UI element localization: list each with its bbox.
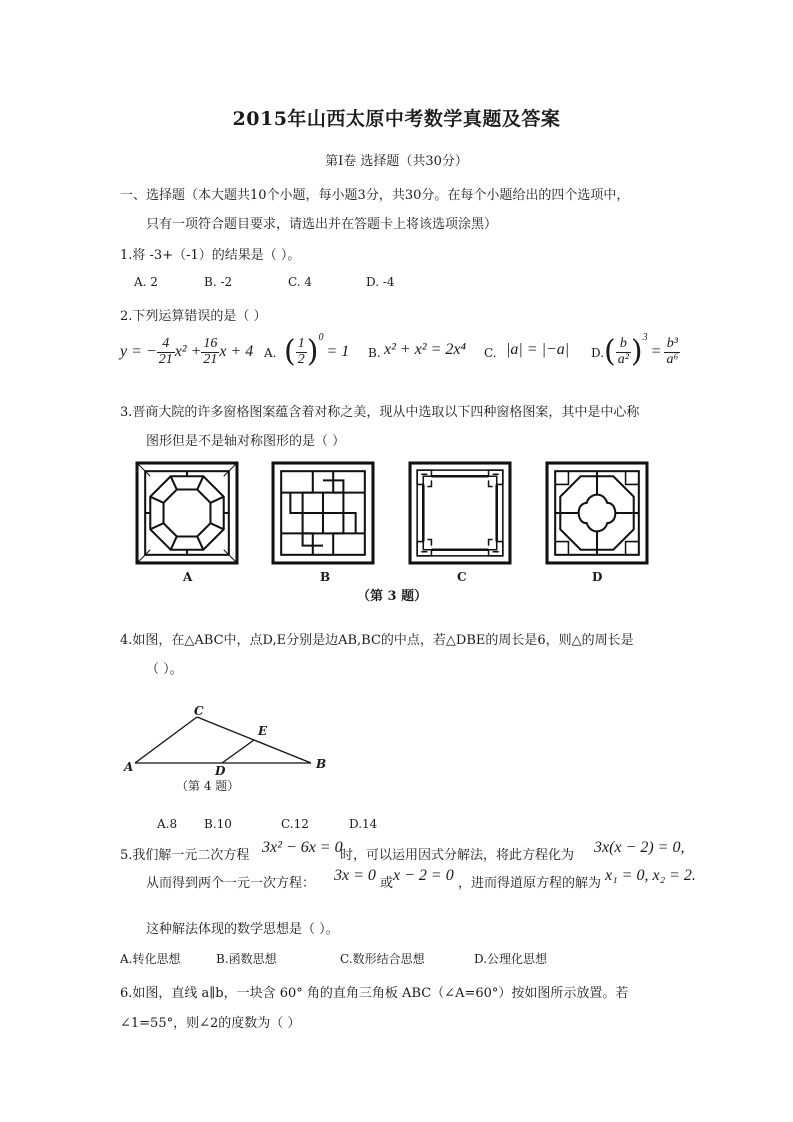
point-label-b: B — [316, 757, 327, 771]
q4-option-d: D.14 — [349, 817, 378, 831]
q2-option-d-expr: ( $\frac{b}{\text{a²}}$ ) 3 = $\frac{\text{b³}}{\text{a⁶}}$ — [604, 332, 679, 369]
q2-option-c-expr: |a| = |−a| — [506, 341, 570, 358]
q2-option-a-exp: 0 — [318, 332, 324, 343]
q5-equation-1: 3x² − 6x = 0 — [262, 839, 343, 856]
q4-option-a: A.8 — [157, 817, 178, 831]
point-label-d: D — [215, 764, 226, 778]
q3-stem-line2: 图形但是不是轴对称图形的是（ ） — [146, 434, 346, 449]
q4-caption: （第 4 题） — [176, 779, 240, 793]
window-label-b: B — [320, 570, 331, 584]
q5-option-a: A.转化思想 — [120, 952, 181, 966]
q2-fraction-2-num: 16 — [203, 335, 218, 351]
segment-de — [222, 740, 254, 763]
q1-option-c: C. 4 — [288, 275, 313, 289]
q2-option-d-den: a² — [617, 351, 629, 367]
q5-option-c: C.数形结合思想 — [340, 952, 425, 966]
q4-option-b: B.10 — [204, 817, 232, 831]
q5-text-2: 时，可以运用因式分解法，将此方程化为 — [340, 848, 575, 863]
q4-stem-line1: 4.如图，在△ABC中，点D,E分别是边AB,BC的中点，若△DBE的周长是6，则△的周长是 — [120, 633, 634, 648]
q1-option-b: B. -2 — [204, 275, 233, 289]
q5-equation-3: 3x = 0 — [334, 867, 376, 884]
q6-stem-line2: ∠1=55°，则∠2的度数为（ ） — [120, 1016, 301, 1031]
q5-text-4: 或 — [380, 876, 394, 891]
q5-equation-4: x − 2 = 0 — [393, 867, 454, 884]
q2-option-d-label: D. — [591, 346, 605, 360]
q2-option-a-label: A. — [264, 346, 277, 360]
q3-caption: （第 3 题） — [357, 589, 428, 604]
q2-formula-lhs: y = − — [120, 343, 157, 360]
q1-option-d: D. -4 — [366, 275, 395, 289]
q2-formula-mid2: x + 4 — [219, 343, 254, 360]
section-instructions-line2: 只有一项符合题目要求，请选出并在答题卡上将该选项涂黑） — [146, 217, 498, 232]
q2-fraction-1-den: 21 — [158, 351, 173, 367]
q5-equation-5: x₁ = 0, x₂ = 2. — [605, 867, 696, 884]
q2-stem: 2.下列运算错误的是（ ） — [120, 309, 267, 324]
q5-text-3: 从而得到两个一元一次方程： — [146, 876, 316, 891]
q5-text-5: ，进而得道原方程的解为 — [458, 876, 602, 891]
q2-fraction-2-den: 21 — [203, 351, 218, 367]
q2-option-b-expr: x² + x² = 2x⁴ — [384, 341, 467, 358]
q2-option-a-expr: ( $\frac{1}{2}$ ) 0 = 1 — [284, 332, 350, 369]
q2-option-b-label: B. — [368, 346, 381, 360]
q5-equation-2: 3x(x − 2) = 0, — [594, 839, 685, 856]
q2-option-d-rden: a⁶ — [666, 351, 679, 367]
q2-option-c-label: C. — [484, 346, 497, 360]
q2-option-d-rnum: b³ — [664, 337, 680, 353]
window-label-a: A — [183, 570, 193, 584]
q4-stem-line2: （ ）。 — [146, 662, 183, 677]
q6-stem-line1: 6.如图，直线 a∥b，一块含 60° 角的直角三角板 ABC（∠A=60°）按如图所示放置。若 — [120, 986, 629, 1001]
q2-fraction-1-num: 4 — [157, 337, 175, 353]
point-label-c: C — [194, 704, 204, 718]
q2-option-d-num: b — [616, 337, 631, 353]
page-title: 2015年山西太原中考数学真题及答案 — [232, 108, 561, 130]
part-heading: 第Ⅰ卷 选择题（共30分） — [325, 154, 468, 169]
q2-option-a-num: 1 — [297, 335, 305, 351]
q2-option-d-exp: 3 — [642, 332, 648, 343]
window-label-d: D — [592, 570, 603, 584]
q2-formula-mid1: x² + — [174, 343, 202, 360]
section-instructions-line1: 一、选择题（本大题共10个小题，每小题3分，共30分。在每个小题给出的四个选项中， — [120, 188, 630, 203]
q2-option-a-rhs: = 1 — [326, 343, 350, 360]
q3-stem-line1: 3.晋商大院的许多窗格图案蕴含着对称之美，现从中选取以下四种窗格图案，其中是中心称 — [120, 405, 640, 420]
point-label-e: E — [258, 724, 268, 738]
q5-option-d: D.公理化思想 — [474, 952, 548, 966]
segment-ac — [135, 717, 197, 763]
q1-stem: 1.将 -3+（-1）的结果是（ ）。 — [120, 248, 301, 263]
q5-option-b: B.函数思想 — [216, 952, 277, 966]
q5-text-1: 5.我们解一元二次方程 — [120, 848, 250, 863]
window-label-c: C — [457, 570, 467, 584]
q4-option-c: C.12 — [281, 817, 309, 831]
q2-option-a-den: 2 — [297, 351, 305, 367]
q5-text-6: 这种解法体现的数学思想是（ ）。 — [146, 922, 339, 937]
point-label-a: A — [124, 760, 134, 774]
q1-option-a: A. 2 — [134, 275, 158, 289]
